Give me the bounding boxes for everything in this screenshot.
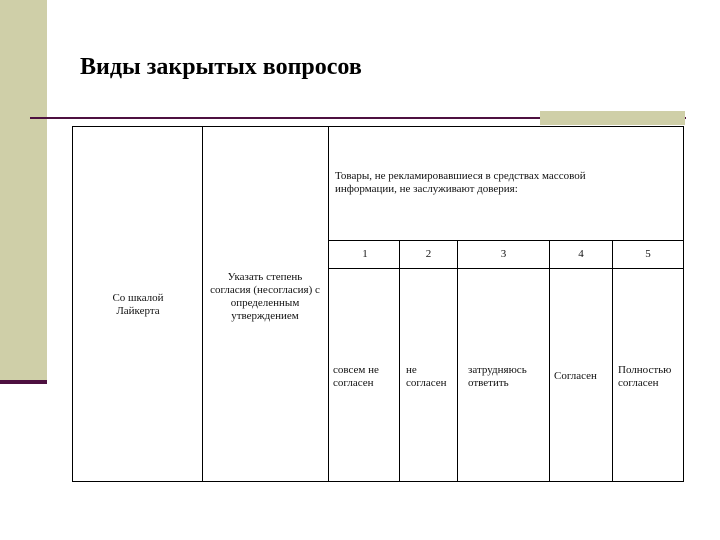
table-divider-col1 [202, 127, 203, 481]
scale-divider-4 [612, 240, 613, 481]
scale-number: 4 [578, 248, 584, 260]
scale-label: совсем не согласен [333, 364, 379, 389]
table-divider-col2 [328, 127, 329, 481]
row-label: Со шкалой Лайкерта [112, 292, 164, 317]
left-bar-underline [0, 380, 47, 384]
scale-label: Полностью согласен [618, 364, 672, 389]
scale-label: Согласен [554, 370, 597, 382]
likert-table [72, 126, 684, 482]
scale-divider-3 [549, 240, 550, 481]
scale-number: 1 [362, 248, 368, 260]
description-text: Указать степень согласия (несогласия) с определенным утверждением [210, 271, 320, 322]
scale-label: затрудняюсь ответить [468, 364, 527, 389]
scale-label: не согласен [406, 364, 447, 389]
scale-number: 3 [500, 248, 507, 260]
number-row-divider [328, 268, 683, 269]
divider-accent [540, 111, 685, 125]
scale-divider-2 [457, 240, 458, 481]
statement-divider [328, 240, 683, 241]
scale-divider-1 [399, 240, 400, 481]
scale-number: 2 [425, 248, 432, 260]
scale-number: 5 [645, 248, 651, 260]
left-decorative-bar [0, 0, 47, 383]
slide-title: Виды закрытых вопросов [80, 54, 362, 80]
statement-text: Товары, не рекламировавшиеся в средствах массовой информации, не заслуживают доверия: [335, 170, 586, 195]
